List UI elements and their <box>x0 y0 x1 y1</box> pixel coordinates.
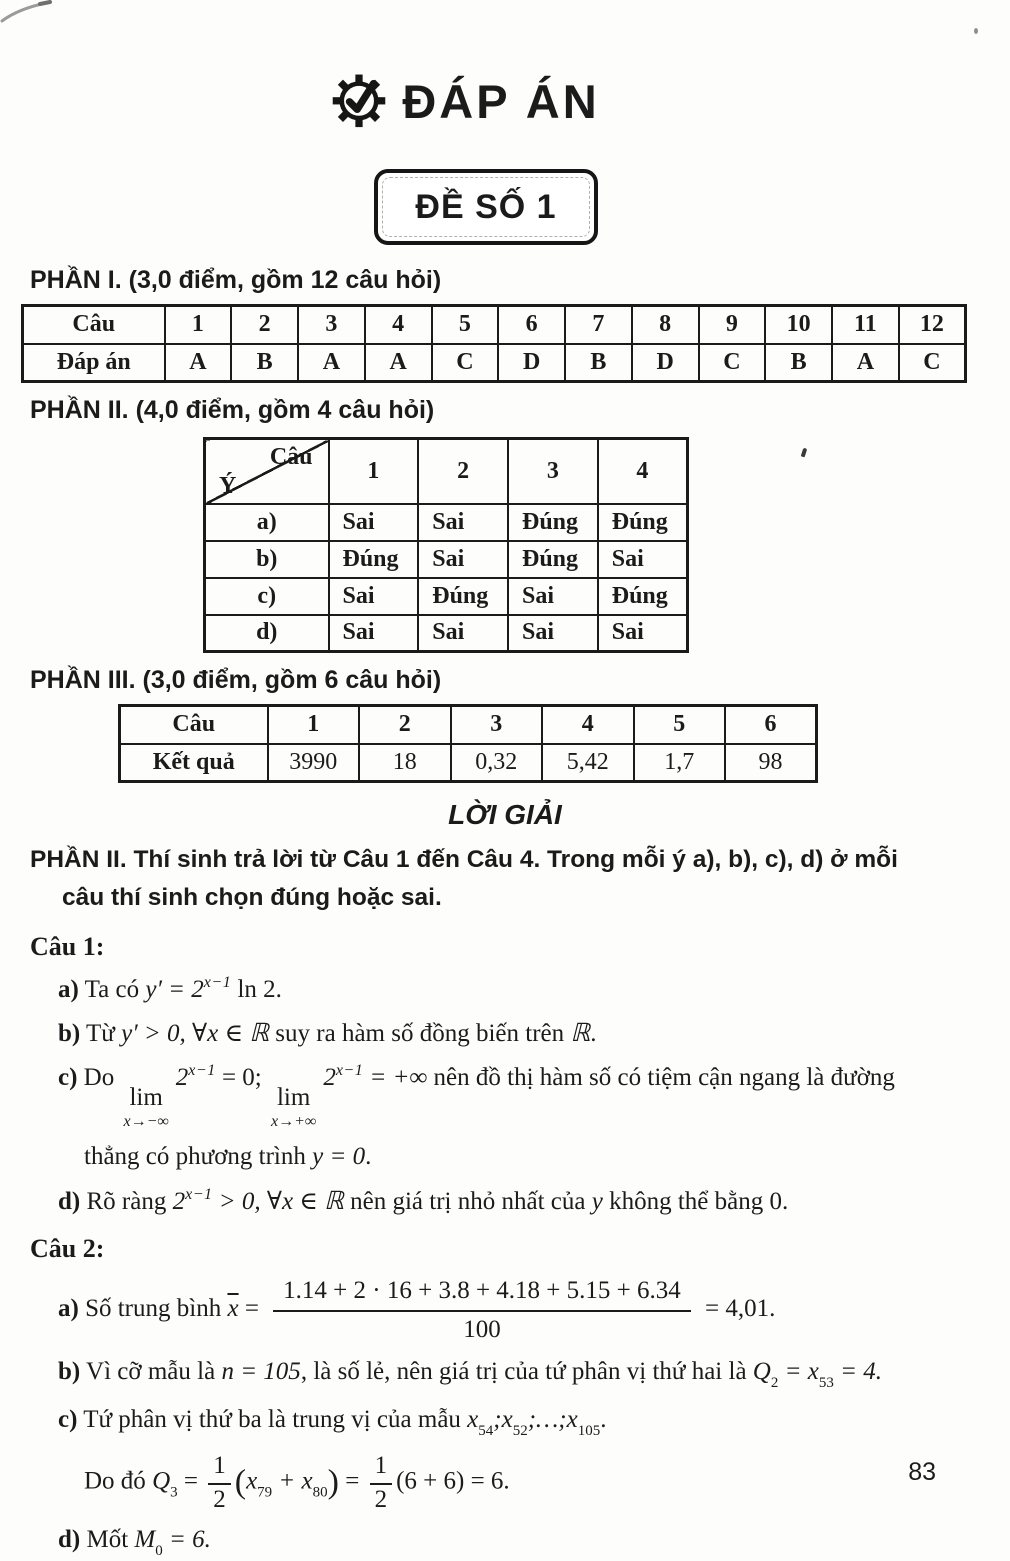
column-number: 2 <box>418 439 508 504</box>
truefalse-cell: Đúng <box>508 504 598 541</box>
question-number: 3 <box>298 306 365 344</box>
phan2-header-row <box>205 439 688 504</box>
cau2-item-b: b) Vì cỡ mẫu là n = 105, là số lẻ, nên giá trị của tứ phân vị thứ hai là $Q_2 = x_{53} = 4$. <box>58 1357 882 1391</box>
row-label: d) <box>205 615 329 652</box>
phan2-row-d <box>205 615 688 652</box>
exam-number-badge <box>374 169 598 245</box>
result-cell: 18 <box>359 744 451 782</box>
question-number: 5 <box>432 306 499 344</box>
cau2-item-c: c) Tứ phân vị thứ ba là trung vị của mẫu $x_{54};x_{52};\dots;x_{105}$. <box>58 1406 607 1440</box>
question-number: 7 <box>565 306 632 344</box>
phan1-question-row <box>23 306 966 344</box>
question-number: 12 <box>899 306 966 344</box>
truefalse-cell: Đúng <box>598 578 688 615</box>
cau2-label: Câu 2: <box>30 1233 105 1263</box>
phan1-heading: PHẦN I. (3,0 điểm, gồm 12 câu hỏi) <box>30 266 442 294</box>
solutions-title: LỜI GIẢI <box>448 799 562 830</box>
question-number: 6 <box>498 306 565 344</box>
page-number: 83 <box>908 1458 936 1486</box>
answer-cell: A <box>365 344 432 382</box>
row-label: a) <box>205 504 329 541</box>
cau1-item-d: d) Rõ ràng $2^{x-1} > 0$, ∀x ∈ ℝ nên giá trị nhỏ nhất của y không thể bằng 0. <box>58 1186 789 1216</box>
phan3-heading: PHẦN III. (3,0 điểm, gồm 6 câu hỏi) <box>30 666 442 694</box>
question-number: 5 <box>634 706 726 744</box>
result-cell: 0,32 <box>451 744 543 782</box>
answer-cell: C <box>899 344 966 382</box>
truefalse-cell: Đúng <box>508 541 598 578</box>
phan3-results-table <box>118 704 818 783</box>
question-number: 3 <box>451 706 543 744</box>
row-label: Câu <box>23 306 165 344</box>
truefalse-cell: Sai <box>418 504 508 541</box>
row-label: Đáp án <box>23 344 165 382</box>
cau1-item-a: a) Ta có $y' = 2^{x-1}$ ln 2. <box>58 973 282 1003</box>
limit-block: lim x→+∞ <box>271 1084 317 1130</box>
question-number: 2 <box>359 706 451 744</box>
truefalse-cell: Đúng <box>598 504 688 541</box>
answer-cell: B <box>231 344 298 382</box>
truefalse-cell: Đúng <box>418 578 508 615</box>
result-cell: 5,42 <box>542 744 634 782</box>
row-label: Kết quả <box>120 744 268 782</box>
truefalse-cell: Sai <box>329 578 419 615</box>
intro-line-1: PHẦN II. Thí sinh trả lời từ Câu 1 đến Câu 4. Trong mỗi ý a), b), c), d) ở mỗi <box>30 846 898 873</box>
phan3-result-row <box>120 744 817 782</box>
question-number: 9 <box>699 306 766 344</box>
question-number: 10 <box>765 306 832 344</box>
scan-artifact-dot <box>974 28 978 34</box>
phan2-row-a <box>205 504 688 541</box>
column-number: 4 <box>598 439 688 504</box>
solutions-intro <box>30 841 1010 917</box>
row-label: Câu <box>120 706 268 744</box>
diagonal-header-cell <box>205 439 329 504</box>
truefalse-cell: Sai <box>508 615 598 652</box>
answer-cell: C <box>432 344 499 382</box>
corner-label-cau: Câu <box>269 444 313 470</box>
answer-cell: A <box>298 344 365 382</box>
phan2-heading: PHẦN II. (4,0 điểm, gồm 4 câu hỏi) <box>30 396 435 424</box>
answer-cell: D <box>498 344 565 382</box>
truefalse-cell: Sai <box>418 541 508 578</box>
fraction: $\frac{1.14 + 2 \cdot 16 + 3.8 + 4.18 + 5.15 + 6.34}{100}$ <box>273 1276 691 1345</box>
fraction: $\frac{1}{2}$ <box>208 1453 231 1513</box>
cau2-item-a: a) Số trung bình $\overline{x}$ = $\frac{1.14 + 2 \cdot 16 + 3.8 + 4.18 + 5.15 + 6.34}{100}$ = 4,01. <box>58 1276 776 1343</box>
question-number: 6 <box>725 706 817 744</box>
cau1-item-b: b) Từ y′ > 0, ∀x ∈ ℝ suy ra hàm số đồng biến trên ℝ. <box>58 1019 597 1047</box>
truefalse-cell: Sai <box>329 504 419 541</box>
phan2-row-b <box>205 541 688 578</box>
answer-cell: A <box>165 344 232 382</box>
fraction: $\frac{1}{2}$ <box>370 1453 393 1513</box>
answer-cell: B <box>765 344 832 382</box>
phan3-question-row <box>120 706 817 744</box>
exam-number-label: ĐỀ SỐ 1 <box>415 187 557 226</box>
phan2-row-c <box>205 578 688 615</box>
corner-label-y: Ý <box>219 472 237 499</box>
answer-cell: A <box>832 344 899 382</box>
question-number: 4 <box>542 706 634 744</box>
truefalse-cell: Sai <box>598 541 688 578</box>
phan1-answer-row <box>23 344 966 382</box>
answer-cell: B <box>565 344 632 382</box>
row-label: b) <box>205 541 329 578</box>
cau1-label: Câu 1: <box>30 931 105 961</box>
intro-line-2: câu thí sinh chọn đúng hoặc sai. <box>62 883 442 911</box>
cau2-item-c-line2: Do đó $Q_3$ = $\frac{1}{2}$ $(x_{79} + x_{80})$ = $\frac{1}{2}$ (6 + 6) = 6. <box>84 1452 510 1513</box>
page-title: ĐÁP ÁN <box>402 75 600 128</box>
question-number: 1 <box>165 306 232 344</box>
gear-check-icon <box>330 70 388 133</box>
page-title-row <box>0 0 970 133</box>
question-number: 4 <box>365 306 432 344</box>
question-number: 8 <box>632 306 699 344</box>
phan2-truefalse-table <box>203 437 689 653</box>
scan-artifact-comma <box>801 448 808 458</box>
column-number: 1 <box>329 439 419 504</box>
truefalse-cell: Sai <box>508 578 598 615</box>
truefalse-cell: Sai <box>329 615 419 652</box>
cau2-item-d: d) Mốt $M_0 = 6$. <box>58 1525 211 1559</box>
cau1-item-c-line2: thẳng có phương trình y = 0. <box>84 1143 372 1171</box>
answer-cell: D <box>632 344 699 382</box>
question-number: 1 <box>268 706 360 744</box>
result-cell: 3990 <box>268 744 360 782</box>
truefalse-cell: Sai <box>418 615 508 652</box>
column-number: 3 <box>508 439 598 504</box>
result-cell: 1,7 <box>634 744 726 782</box>
row-label: c) <box>205 578 329 615</box>
question-number: 2 <box>231 306 298 344</box>
truefalse-cell: Sai <box>598 615 688 652</box>
truefalse-cell: Đúng <box>329 541 419 578</box>
limit-block: lim x→−∞ <box>123 1084 169 1130</box>
answer-cell: C <box>699 344 766 382</box>
result-cell: 98 <box>725 744 817 782</box>
question-number: 11 <box>832 306 899 344</box>
cau1-item-c: c) Do lim x→−∞ $2^{x-1} = 0$; lim x→+∞ $2^{x-1}$ = +∞ nên đồ thị hàm số có tiệm cận ngang là đường <box>58 1062 895 1130</box>
phan1-answers-table <box>21 304 967 383</box>
